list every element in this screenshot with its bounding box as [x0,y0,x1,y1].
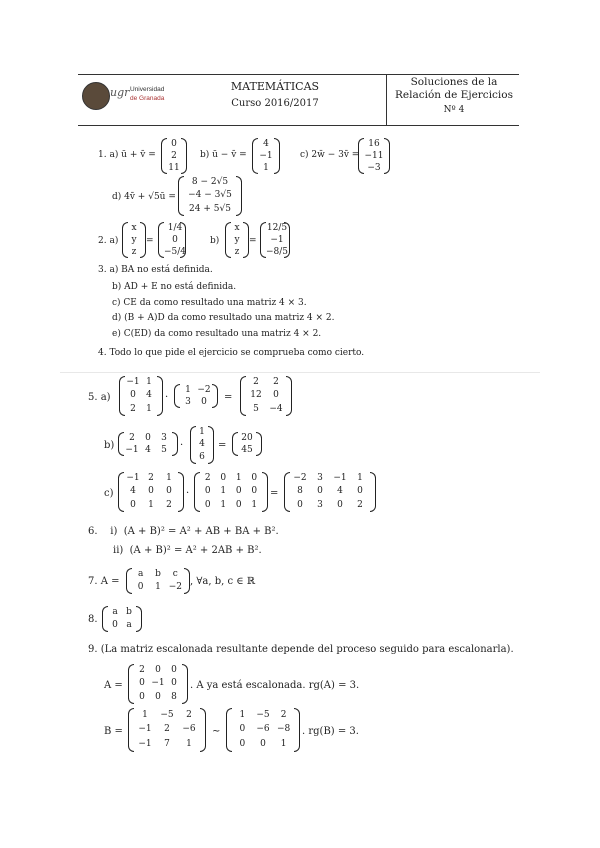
matrix-entry: z [234,246,240,257]
ex1-d-vector [184,176,236,216]
matrix-entry: 2 [130,403,136,414]
ex5-c-eq: = [270,488,279,499]
matrix-entry: −11 [364,150,384,161]
ex2-a-eq: = [146,236,154,246]
matrix-entry: 1 [185,384,191,395]
matrix-entry: 12/5 [266,222,288,233]
ex5-a-result [246,376,286,416]
ex2-a-vector-xyz [128,222,140,258]
matrix-entry: 8 − 2√5 [191,177,229,188]
matrix-entry: y [131,234,137,245]
matrix-entry: 2 [280,709,287,720]
ex5-a-dot: · [165,392,169,403]
ex2-a-vector [164,222,187,258]
ex6-ii: ii) (A + B)² = A² + 2AB + B². [113,545,262,556]
ex3-a: 3. a) BA no está definida. [98,265,213,275]
matrix-entry: 0 [172,234,178,245]
matrix-entry: 0 [130,390,136,401]
ex3-e: e) C(ED) da como resultado una matriz 4 × 2. [112,329,322,339]
ex1-c-label: c) 2w̄ − 3v̄ = [300,150,360,160]
matrix-entry: 2 [164,724,170,735]
matrix-entry: −1 [333,473,347,484]
ex1-a-label: 1. a) ū + v̄ = [98,150,156,160]
matrix-entry: 0 [155,665,161,676]
matrix-entry: 11 [168,162,180,173]
matrix-entry: 0 [139,691,145,702]
matrix-entry: c [172,569,178,579]
ex7-tail: , ∀a, b, c ∈ ℝ [190,576,256,587]
matrix-entry: 0 [137,582,144,592]
matrix-entry: 8 [297,486,303,497]
matrix-entry: 0 [204,486,211,497]
ex5-c-matrix-2 [200,472,262,512]
matrix-entry: −3 [367,162,381,173]
matrix-entry: 0 [204,499,211,510]
ex2-b-vector [266,222,289,258]
ex5-b-label: b) [104,440,115,451]
ex5-a-matrix-2 [180,384,212,408]
matrix-entry: 0 [166,486,172,497]
ex5-b-matrix-1 [124,432,172,456]
matrix-entry: −6 [256,724,270,735]
matrix-entry: 6 [199,452,205,463]
ex5-b-result [238,432,256,456]
matrix-entry: 0 [337,499,343,510]
matrix-entry: 1/4 [167,222,183,233]
doc-number: Nº 4 [443,105,465,115]
matrix-entry: 0 [171,665,177,676]
doc-title-line2: Relación de Ejercicios [394,89,513,101]
matrix-entry: 0 [357,486,363,497]
matrix-entry: −4 − 3√5 [188,190,232,201]
matrix-entry: 2 [171,150,177,161]
matrix-entry: a [126,620,132,630]
matrix-entry: 0 [171,138,177,149]
ex9-A-matrix [134,664,182,704]
ex9-A-lead: A = [104,680,123,691]
matrix-entry: 0 [317,486,323,497]
ex7-matrix [132,568,184,594]
matrix-entry: 2 [139,665,145,676]
ex9-intro: 9. (La matriz escalonada resultante depende del proceso seguido para escalonarla). [88,644,514,655]
university-name-line2: de Granada [130,95,165,102]
ex2-b-eq: = [249,236,257,246]
university-seal-icon [82,82,110,110]
matrix-entry: x [234,222,240,233]
matrix-entry: −5 [160,709,174,720]
matrix-entry: −1 [138,739,152,750]
matrix-entry: 2 [253,377,259,388]
matrix-entry: 20 [241,432,253,443]
matrix-entry: 3 [317,473,323,484]
matrix-entry: −1 [138,724,152,735]
matrix-entry: 0 [145,432,151,443]
matrix-entry: 16 [368,138,380,149]
ex5-b-matrix-2 [196,426,208,464]
ex2-a-label: 2. a) [98,236,119,246]
ex5-c-dot: · [186,488,190,499]
matrix-entry: 1 [357,473,363,484]
matrix-entry: −2 [293,473,307,484]
matrix-entry: 1 [142,709,148,720]
matrix-entry: 2 [129,432,135,443]
ex9-B-lead: B = [104,726,123,737]
matrix-entry: 1 [280,739,287,750]
ex3-c: c) CE da como resultado una matriz 4 × 3. [112,298,307,308]
matrix-entry: 0 [239,739,246,750]
ex1-b-vector [258,138,274,174]
matrix-entry: 4 [199,439,205,450]
matrix-entry: 0 [139,678,145,689]
matrix-entry: 0 [239,724,246,735]
matrix-entry: x [131,222,137,233]
ex9-B-tail: . rg(B) = 3. [302,726,359,737]
matrix-entry: 1 [263,162,269,173]
matrix-entry: −1 [126,473,140,484]
matrix-entry: −6 [182,724,196,735]
matrix-entry: −2 [197,384,211,395]
matrix-entry: 1 [235,473,242,484]
matrix-entry: 1 [155,582,161,592]
matrix-entry: −1 [270,234,284,245]
matrix-entry: a [137,569,144,579]
matrix-entry: 1 [220,499,227,510]
ex7-lead: 7. A = [88,576,120,587]
matrix-entry: a [112,607,118,617]
matrix-entry: 4 [146,390,152,401]
matrix-entry: 0 [155,691,161,702]
matrix-entry: 24 + 5√5 [189,203,231,214]
matrix-entry: b [126,607,132,617]
matrix-entry: 0 [171,678,177,689]
matrix-entry: 2 [186,709,192,720]
matrix-entry: 0 [130,499,136,510]
matrix-entry: b [155,569,161,579]
matrix-entry: −1 [125,444,139,455]
matrix-entry: 0 [148,486,154,497]
matrix-entry: 3 [161,432,167,443]
subject-title: MATEMÁTICAS [230,80,320,93]
matrix-entry: 0 [273,390,279,401]
ex5-a-label: 5. a) [88,392,111,403]
ex9-sim: ∼ [212,726,221,737]
matrix-entry: 3 [317,499,323,510]
matrix-entry: −8/5 [266,246,289,257]
matrix-entry: 1 [239,709,246,720]
matrix-entry: −1 [126,377,140,388]
matrix-entry: −2 [168,582,182,592]
matrix-entry: 0 [251,486,258,497]
matrix-entry: 4 [130,486,136,497]
matrix-entry: 0 [297,499,303,510]
matrix-entry: 4 [337,486,343,497]
ex4-text: 4. Todo lo que pide el ejercicio se comprueba como cierto. [98,348,365,358]
matrix-entry: 2 [273,377,279,388]
ex5-a-matrix-1 [125,376,157,416]
matrix-entry: 1 [148,499,154,510]
ex6-i: 6. i) (A + B)² = A² + AB + BA + B². [88,526,279,537]
matrix-entry: 0 [251,473,258,484]
matrix-entry: 7 [164,739,170,750]
ex9-B-matrix [134,708,200,752]
ex5-c-matrix-1 [124,472,178,512]
matrix-entry: 4 [263,138,269,149]
ex1-a-vector [167,138,181,174]
ex9-B-reduced-matrix [232,708,294,752]
doc-title-line1: Soluciones de la [410,76,498,88]
matrix-entry: 8 [171,691,177,702]
matrix-entry: 1 [186,739,192,750]
matrix-entry: 2 [204,473,211,484]
ex5-b-dot: · [180,440,184,451]
matrix-entry: −4 [269,403,283,414]
page-scan-seam [60,372,540,373]
ex2-b-label: b) [210,236,220,246]
course-label: Curso 2016/2017 [231,98,319,109]
matrix-entry: −1 [151,678,165,689]
matrix-entry: 5 [253,403,259,414]
ex3-b: b) AD + E no está definida. [112,282,237,292]
matrix-entry: 0 [235,499,242,510]
matrix-entry: 0 [235,486,242,497]
matrix-entry: 1 [220,486,227,497]
ex3-d: d) (B + A)D da como resultado una matriz 4 × 2. [112,313,335,323]
matrix-entry: 1 [251,499,258,510]
logo-text: ugr [110,86,130,99]
ex5-b-eq: = [218,440,227,451]
matrix-entry: 1 [146,403,152,414]
ex1-d-label: d) 4v̄ + √5ū = [112,192,176,202]
matrix-entry: 1 [146,377,152,388]
ex8-lead: 8. [88,614,98,625]
ex5-c-result [290,472,370,512]
matrix-entry: z [131,246,137,257]
matrix-entry: 12 [250,390,262,401]
matrix-entry: 1 [199,426,205,437]
ex2-b-vector-xyz [231,222,243,258]
ex8-matrix [108,606,136,632]
matrix-entry: 0 [260,739,266,750]
matrix-entry: 4 [145,444,151,455]
matrix-entry: 5 [161,444,167,455]
university-name-line1: Universidad [130,86,165,93]
matrix-entry: y [234,234,240,245]
ex1-c-vector [364,138,384,174]
matrix-entry: 2 [166,499,172,510]
matrix-entry: 45 [241,444,253,455]
matrix-entry: 2 [357,499,363,510]
ex5-a-eq: = [224,392,233,403]
matrix-entry: −5/4 [164,246,187,257]
matrix-entry: 0 [112,620,118,630]
matrix-entry: −5 [256,709,270,720]
matrix-entry: 0 [220,473,227,484]
matrix-entry: −8 [277,724,291,735]
ex9-A-tail: . A ya está escalonada. rg(A) = 3. [190,680,360,691]
header-divider [386,75,387,125]
ex1-b-label: b) ū − v̄ = [200,150,247,160]
matrix-entry: 0 [201,396,207,407]
matrix-entry: −1 [259,150,273,161]
matrix-entry: 2 [148,473,154,484]
ex5-c-label: c) [104,488,114,499]
matrix-entry: 1 [166,473,172,484]
matrix-entry: 3 [185,396,191,407]
